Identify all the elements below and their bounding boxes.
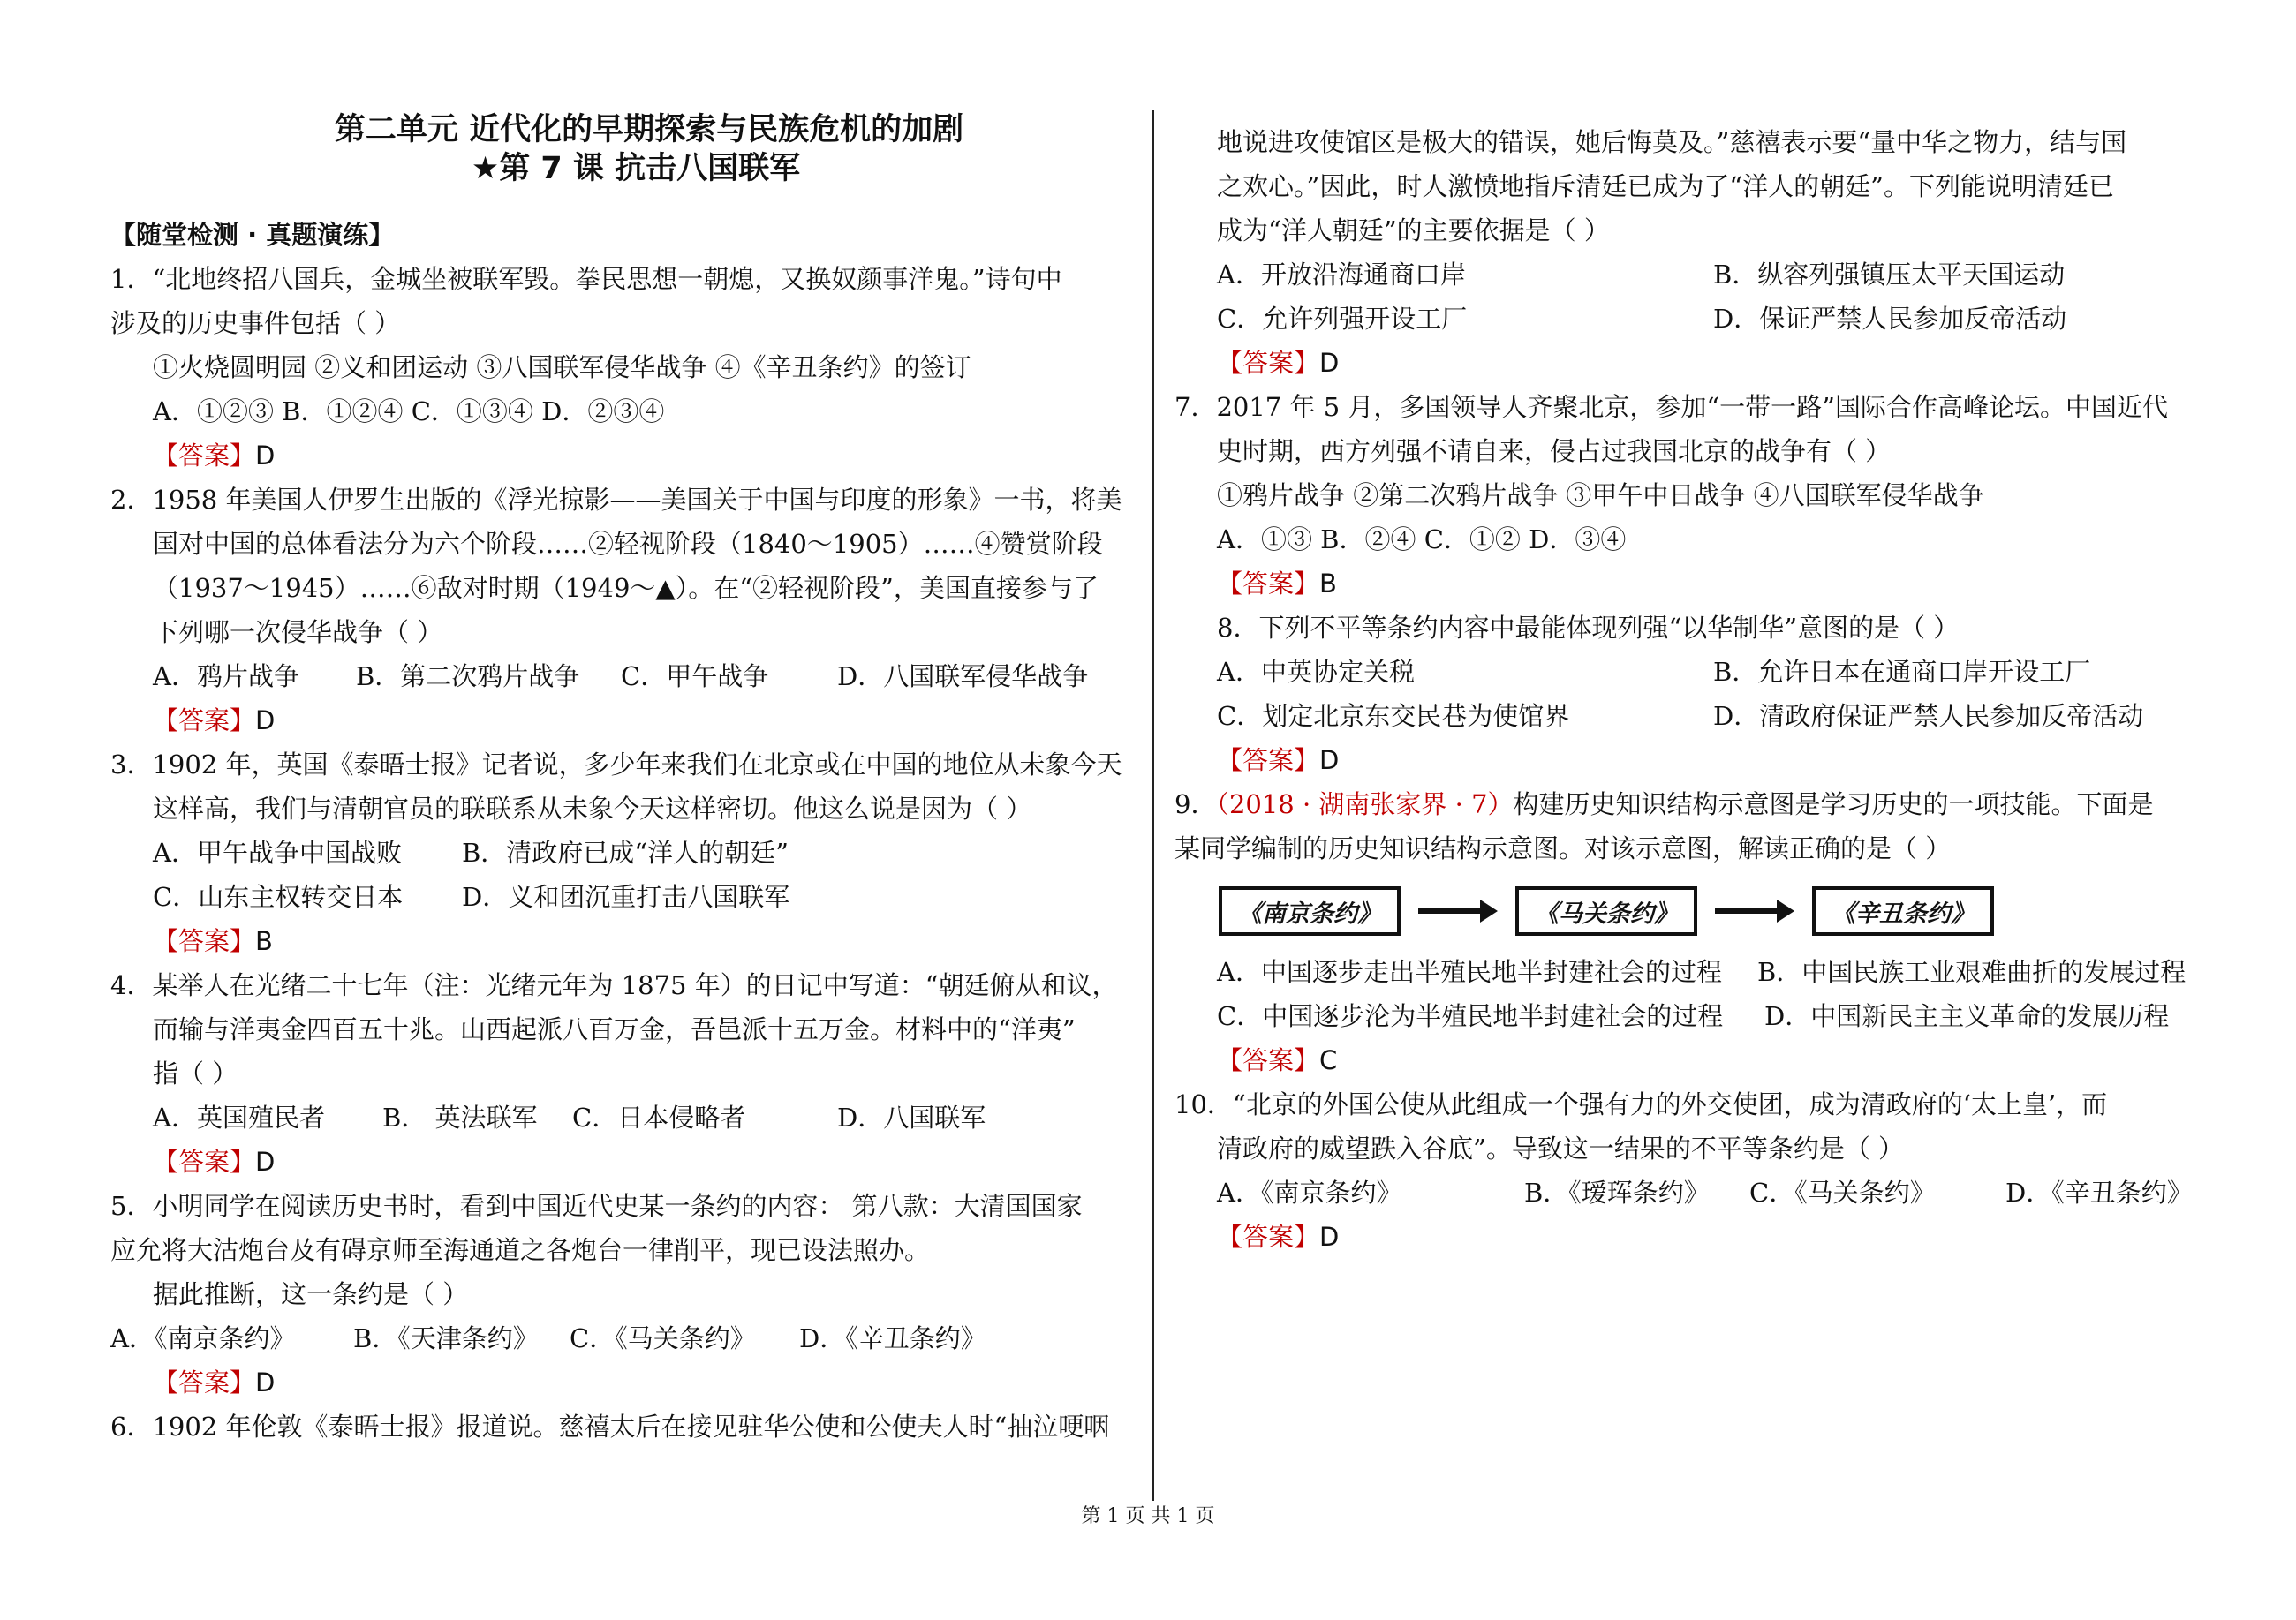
q9-text: 构建历史知识结构示意图是学习历史的一项技能。下面是 [1513,789,2154,819]
answer-label: 【答案】 [1217,1222,1320,1252]
unit-title: 第二单元 近代化的早期探索与民族危机的加剧 [334,112,964,147]
q5-option-c: C．《马关条约》 [570,1323,756,1353]
answer-label: 【答案】 [1217,348,1320,378]
q2-line4: 下列哪一次侵华战争（ ） [153,617,443,647]
q10-line2: 清政府的威望跌入谷底”。导致这一结果的不平等条约是（ ） [1217,1134,1905,1164]
right-column [1174,120,2199,1259]
q4-line2: 而输与洋夷金四百五十兆。山西起派八百万金，吾邑派十五万金。材料中的“洋夷” [153,1014,1076,1044]
answer-value: D [255,1147,276,1177]
q6-option-a: A．开放沿海通商口岸 [1217,260,1466,290]
column-divider [1152,110,1154,1501]
q7-line2: 史时期，西方列强不请自来，侵占过我国北京的战争有（ ） [1217,436,1892,466]
answer-value: D [1319,745,1340,775]
treaty-box-nanjing: 《南京条约》 [1219,886,1401,936]
answer-value: D [255,441,276,471]
answer-label: 【答案】 [1217,1045,1320,1075]
answer-value: B [1319,569,1337,599]
q4-option-d: D．八国联军 [837,1103,986,1133]
answer-value: D [255,1368,276,1398]
q2-option-d: D．八国联军侵华战争 [837,661,1089,691]
q2-options [110,654,1135,698]
q8-line1: 8．下列不平等条约内容中最能体现列强“以华制华”意图的是（ ） [1217,613,1960,643]
q6-options-cd [1174,297,2199,341]
q8-options-cd [1174,694,2199,738]
q6-line3: 之欢心。”因此，时人激愤地指斥清廷已成为了“洋人的朝廷”。下列能说明清廷已 [1217,171,2114,201]
q9-option-c: C．中国逐步沦为半殖民地半封建社会的过程 [1217,1001,1724,1031]
q4-option-a: A．英国殖民者 [153,1103,325,1133]
answer-value: B [255,926,273,956]
q6-option-c: C．允许列强开设工厂 [1217,304,1468,334]
q9-option-a: A．中国逐步走出半殖民地半封建社会的过程 [1217,957,1722,987]
q9-number: 9． [1174,789,1217,819]
left-column [110,110,1135,1449]
q9-diagram [1219,876,2199,946]
q5-option-d: D．《辛丑条约》 [799,1323,986,1353]
q4-options [110,1096,1135,1140]
q2-option-b: B．第二次鸦片战争 [356,661,580,691]
q5-line1: 5．小明同学在阅读历史书时，看到中国近代史某一条约的内容： 第八款：大清国国家 [110,1191,1083,1221]
q9-options-ab [1174,950,2199,994]
answer-label: 【答案】 [1217,745,1320,775]
q9-options-cd [1174,994,2199,1038]
q9-line2: 某同学编制的历史知识结构示意图。对该示意图，解读正确的是（ ） [1174,833,1952,863]
q9-source: （2018 · 湖南张家界 · 7） [1216,789,1514,819]
q5-answer [110,1360,1135,1405]
q3-option-b: B．清政府已成“洋人的朝廷” [462,838,789,868]
q8-option-d: D．清政府保证严禁人民参加反帝活动 [1713,701,2144,731]
answer-label: 【答案】 [153,705,256,735]
lesson-title: ★第 7 课 抗击八国联军 [471,151,801,186]
q10-option-a: A．《南京条约》 [1217,1178,1402,1208]
q8-option-b: B．允许日本在通商口岸开设工厂 [1713,657,2091,687]
q5-line2: 应允将大沽炮台及有碍京师至海通道之各炮台一律削平，现已设法照办。 [110,1235,931,1265]
answer-label: 【答案】 [1217,569,1320,599]
q8-option-c: C．划定北京东交民巷为使馆界 [1217,701,1570,731]
q8-options-ab [1174,650,2199,694]
q1-answer [110,433,1135,478]
answer-value: D [1319,348,1340,378]
q3-option-d: D．义和团沉重打击八国联军 [462,882,790,912]
q1-options: A．①②③ B．①②④ C．①③④ D．②③④ [153,396,665,426]
q3-options-cd [110,875,1135,919]
q3-line1: 3．1902 年，英国《泰晤士报》记者说，多少年来我们在北京或在中国的地位从未象今天 [110,750,1122,780]
q10-option-c: C．《马关条约》 [1749,1178,1936,1208]
arrow-right-icon [1418,886,1498,936]
q3-answer [110,919,1135,963]
q9-answer [1174,1038,2199,1082]
q8-option-a: A．中英协定关税 [1217,657,1415,687]
q3-option-c: C．山东主权转交日本 [153,882,404,912]
q4-line3: 指（ ） [153,1059,238,1089]
q2-option-c: C．甲午战争 [621,661,769,691]
q9-line1 [1174,782,2199,826]
answer-label: 【答案】 [153,926,256,956]
q3-line2: 这样高，我们与清朝官员的联联系从未象今天这样密切。他这么说是因为（ ） [153,794,1032,824]
page-footer: 第 1 页 共 1 页 [1081,1505,1215,1527]
q4-line1: 4．某举人在光绪二十七年（注：光绪元年为 1875 年）的日记中写道：“朝廷俯从和议， [110,970,1118,1000]
q10-option-b: B．《瑷珲条约》 [1524,1178,1710,1208]
q3-options-ab [110,831,1135,875]
q5-option-b: B．《天津条约》 [353,1323,539,1353]
q5-options [110,1316,1135,1360]
answer-label: 【答案】 [153,1368,256,1398]
q6-line1: 6．1902 年伦敦《泰晤士报》报道说。慈禧太后在接见驻华公使和公使夫人时“抽泣哽咽 [110,1412,1110,1442]
q10-answer [1174,1215,2199,1259]
q1-line1: 1．“北地终招八国兵，金城坐被联军毁。拳民思想一朝熄，又换奴颜事洋鬼。”诗句中 [110,264,1062,294]
q9-option-d: D．中国新民主主义革命的发展历程 [1764,1001,2170,1031]
q4-option-b: B． 英法联军 [382,1103,538,1133]
q5-line3: 据此推断，这一条约是（ ） [153,1279,469,1309]
q6-answer [1174,341,2199,385]
q7-answer [1174,561,2199,606]
q2-option-a: A．鸦片战争 [153,661,299,691]
q2-line2: 国对中国的总体看法分为六个阶段……②轻视阶段（1840～1905）……④赞赏阶段 [153,529,1103,559]
answer-value: D [1319,1222,1340,1252]
section-heading: 【随堂检测 · 真题演练】 [110,220,395,250]
q7-line3: ①鸦片战争 ②第二次鸦片战争 ③甲午中日战争 ④八国联军侵华战争 [1217,480,1984,510]
q3-option-a: A．甲午战争中国战败 [153,838,402,868]
q8-answer [1174,738,2199,782]
arrow-right-icon [1715,886,1794,936]
q9-option-b: B．中国民族工业艰难曲折的发展过程 [1757,957,2186,987]
q7-options: A．①③ B．②④ C．①② D．③④ [1217,524,1627,554]
treaty-box-maguan: 《马关条约》 [1515,886,1697,936]
q6-option-d: D．保证严禁人民参加反帝活动 [1713,304,2067,334]
q6-line4: 成为“洋人朝廷”的主要依据是（ ） [1217,215,1610,245]
q1-line2: 涉及的历史事件包括（ ） [110,308,401,338]
q10-line1: 10．“北京的外国公使从此组成一个强有力的外交使团，成为清政府的‘太上皇’，而 [1174,1089,2108,1119]
q2-line1: 2．1958 年美国人伊罗生出版的《浮光掠影——美国关于中国与印度的形象》一书，将美 [110,485,1122,515]
q7-line1: 7．2017 年 5 月，多国领导人齐聚北京，参加“一带一路”国际合作高峰论坛。中国近代 [1174,392,2169,422]
q2-answer [110,698,1135,742]
q5-option-a: A．《南京条约》 [110,1323,296,1353]
q6-options-ab [1174,252,2199,297]
answer-label: 【答案】 [153,1147,256,1177]
treaty-box-xinchou: 《辛丑条约》 [1812,886,1994,936]
answer-value: D [255,705,276,735]
answer-label: 【答案】 [153,441,256,471]
answer-value: C [1319,1045,1338,1075]
q1-line3: ①火烧圆明园 ②义和团运动 ③八国联军侵华战争 ④《辛丑条约》的签订 [153,352,971,382]
q4-option-c: C．日本侵略者 [572,1103,746,1133]
q6-option-b: B．纵容列强镇压太平天国运动 [1713,260,2066,290]
q6-line2: 地说进攻使馆区是极大的错误，她后悔莫及。”慈禧表示要“量中华之物力，结与国 [1217,127,2127,157]
q2-line3: （1937～1945）……⑥敌对时期（1949～▲）。在“②轻视阶段”，美国直接参与了 [153,573,1099,603]
q4-answer [110,1140,1135,1184]
q10-options [1174,1171,2199,1215]
q10-option-d: D．《辛丑条约》 [2005,1178,2193,1208]
